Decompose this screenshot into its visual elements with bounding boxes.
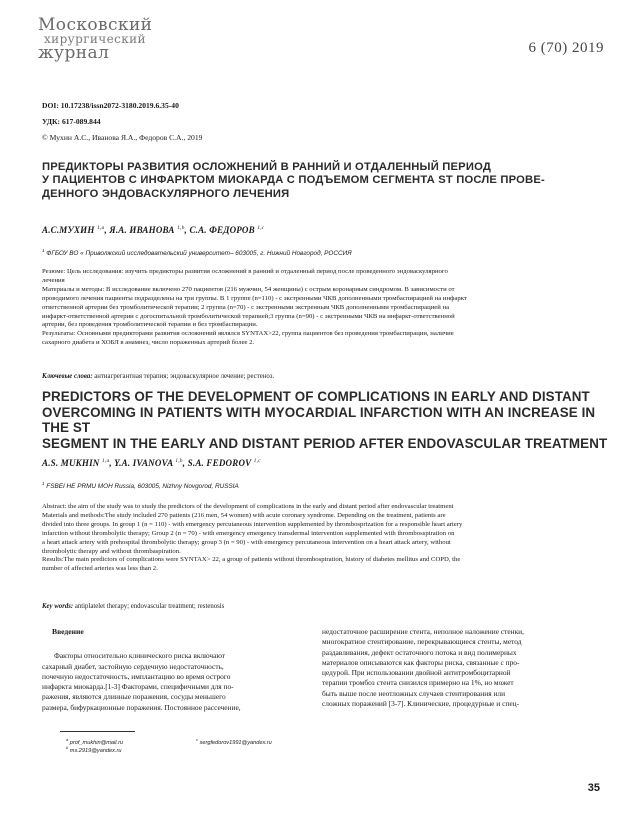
abstract-line: number of affected arteries was less than 2. [42,565,158,573]
body-line: сахарный диабет, застойную сердечную недостаточность, [42,661,224,671]
affiliation-en [42,481,239,490]
abstract-line: Материалы и методы: В исследование включено 270 пациентов (216 мужчин, 54 женщины) с острым коронарным синдромом. В зависимости от [42,285,455,293]
abstract-line: инфаркт-ответственной артерии с догоспитальной тромболитической терапией;3 группа (n=90) - с экстренными ЧКВ на инфаркт-ответственной [42,312,455,320]
keywords-label: Ключевые слова: [42,373,93,380]
body-left-column [42,627,304,713]
keywords-ru [42,373,274,380]
journal-name-line2: хирургический [44,32,146,46]
keywords-label: Key words: [42,603,74,610]
author-sup: 1,c [253,458,261,464]
aff-sup: 1 [42,481,45,486]
abstract-line: infarction without thrombolytic therapy; Group 2 (n = 70) - with emergency emergency transdermal intervention supplemented with thrombosspiration on [42,529,455,537]
article-meta [42,100,202,143]
author-name: А.С.МУХИН [42,225,95,235]
footnote-email: sergfedorov1991@yandex.ru [199,739,272,746]
aff-sup: 1 [42,248,45,253]
abstract-ru [42,268,604,348]
author-name: S.A. FEDOROV [187,458,252,468]
body-line: Факторы относительно клинического риска включают [54,651,226,661]
title-en [42,389,612,451]
author-name: С.А. ФЕДОРОВ [189,225,255,235]
footnote-email: prof_mukhin@mail.ru [69,739,124,746]
footnote-c [196,736,272,747]
abstract-line: сахарного диабета и ХОБЛ в анамнез, число пораженных артерий более 2. [42,339,255,347]
abstract-line: Резюме: Цель исследования: изучить предикторы развития осложнений в ранний и отдаленный период после проведенного эндоваскулярного [42,268,448,275]
author-sup: 1,a [101,458,110,464]
footnote-sup: c [196,737,198,742]
authors-en: A.S. MUKHIN $^{1,a}$, Y.A. IVANOVA $^{1,b}$, S.A. FEDOROV $^{1,c}$ [42,458,261,468]
title-ru [42,161,602,201]
body-line: многократное стентирование, перекрывающиеся стенты, метод [322,637,522,647]
affiliation-text: FSBEI HE PRMU MOH Russia, 603005, Nizhny Novgorod, RUSSIA [46,483,239,491]
abstract-line: артерии, без проведения тромболитической терапии и без тромбаспирации. [42,321,258,329]
abstract-line: divided into three groups. In group 1 (n = 110) - with emergency percutaneous intervention supplemented by thrombosprization for a responsible heart artery [42,520,463,528]
page-number: 35 [587,782,600,794]
author-sup: 1,c [257,225,265,231]
author-name: A.S. MUKHIN [42,458,100,468]
body-line: размера, бифуркационные поражения. Постоянное рассечение, [42,702,241,712]
body-line: терапии тромбоз стента снизился примерно на 1%, но может [322,678,514,688]
body-line: недостаточное расширение стента, неполное наложение стенки, [322,627,524,636]
body-line: сложных поражений [3-7]. Клинические, процедурные и спец- [322,699,520,709]
footnote-rule [60,731,135,732]
footnote-b [66,744,122,755]
title-en-line: SEGMENT IN THE EARLY AND DISTANT PERIOD AFTER ENDOVASCULAR TREATMENT [42,435,608,451]
body-line: быть выше после неотложных случаев стентирования или [322,688,506,698]
author-sup: 1,b [175,458,183,464]
section-heading: Введение [52,627,84,636]
copyright: © Мухин А.С., Иванова Я.А., Федоров С.А., 2019 [42,132,203,142]
abstract-line: Результаты: Основными предикторами развития осложнений являлся SYNTAX>22, группа пациентов без проведения тромбаспирации, наличие [42,330,454,338]
body-line: инфаркта миокарда.[1-3] Факторами, специфичными для по- [42,682,234,692]
journal-logo [38,15,153,63]
keywords-text: antiplatelet therapy; endovascular treatment; restenosis [73,603,225,610]
abstract-line: проводимого лечения пациенты подразделены на три группы. В 1 группе (n=110) - с экстренными ЧКВ дополненными тромбаспирацией на инфаркт [42,294,467,302]
title-ru-line: ПРЕДИКТОРЫ РАЗВИТИЯ ОСЛОЖНЕНИЙ В РАННИЙ И ОТДАЛЕННЫЙ ПЕРИОД [42,161,491,173]
author-sup: 1,a [97,225,105,231]
title-en-line: PREDICTORS OF THE DEVELOPMENT OF COMPLICATIONS IN EARLY AND DISTANT [42,389,590,404]
title-ru-line: ДЕННОГО ЭНДОВАСКУЛЯРНОГО ЛЕЧЕНИЯ [42,187,290,200]
body-line: почечную недостаточность, имплантацию во время острого [42,671,231,681]
title-en-line: OVERCOMING IN PATIENTS WITH MYOCARDIAL INFARCTION WITH AN INCREASE IN THE ST [42,404,596,436]
footnote-sup: b [66,745,69,750]
body-line: цедурой. При использовании двойной антитромбоцитарной [322,668,511,678]
abstract-line: thrombolytic therapy and without thrombaspiration. [42,547,181,555]
journal-name-line1: Московский [38,15,153,35]
keywords-text: антиагрегантная терапия; эндоваскулярное лечение; рестеноз. [92,373,275,380]
author-sup: 1,b [177,225,185,231]
journal-name-line3: журнал [38,43,110,63]
body-right-column [322,627,584,709]
author-name: Я.А. ИВАНОВА [109,225,175,235]
abstract-line: Abstract: the aim of the study was to study the predictors of the development of complications in the early and distant period after endovascular treatment [42,503,454,510]
issue-number: 6 (70) 2019 [528,40,604,56]
abstract-line: a heart attack artery with prehospital thrombolytic therapy; group 3 (n = 90) - with emergency percutaneous intervention on a heart attack artery, without [42,538,451,546]
authors-ru: А.С.МУХИН $^{1,a}$, Я.А. ИВАНОВА $^{1,b}$, С.А. ФЕДОРОВ $^{1,c}$ [42,225,265,235]
abstract-line: Results:The main predictors of complications were SYNTAX> 22, a group of patients without thrombospiration, history of diabetes mellitus and COPD, the [42,556,461,564]
keywords-en [42,603,224,610]
body-line: раздавливания, дефект остаточного потока и вид полимерных [322,647,517,657]
abstract-en [42,503,604,574]
affiliation-ru [42,248,352,257]
title-ru-line: У ПАЦИЕНТОВ С ИНФАРКТОМ МИОКАРДА С ПОДЪЕМОМ СЕГМЕНТА ST ПОСЛЕ ПРОВЕ- [42,174,545,187]
udk: УДК: 617-089.844 [42,116,101,126]
abstract-line: ответственной артерии без тромболитической терапии; 2 группа (n=70) - с экстренными экстренным ЧКВ дополненными тромбаспирацией на [42,303,450,311]
footnote-email: ms.2919@yandex.ru [69,747,122,754]
affiliation-text: ФГБОУ ВО « Приволжский исследовательский университет– 603005, г. Нижний Новгород, РОССИЯ [46,250,352,258]
abstract-line: Materials and methods:The study included 270 patients (216 men, 54 women) with acute coronary syndrome. Depending on the treatment, patients are [42,511,446,519]
author-name: Y.A. IVANOVA [114,458,173,468]
body-line: ражения, являются длинные поражения, сосуды меньшего [42,692,226,702]
body-line: материалов описываются как факторы риска, связанные с про- [322,657,520,667]
footnote-sup: a [66,737,69,742]
doi: DOI: 10.17238/issn2072-3180.2019.6.35-40 [42,101,179,110]
abstract-line: лечения [42,276,65,284]
